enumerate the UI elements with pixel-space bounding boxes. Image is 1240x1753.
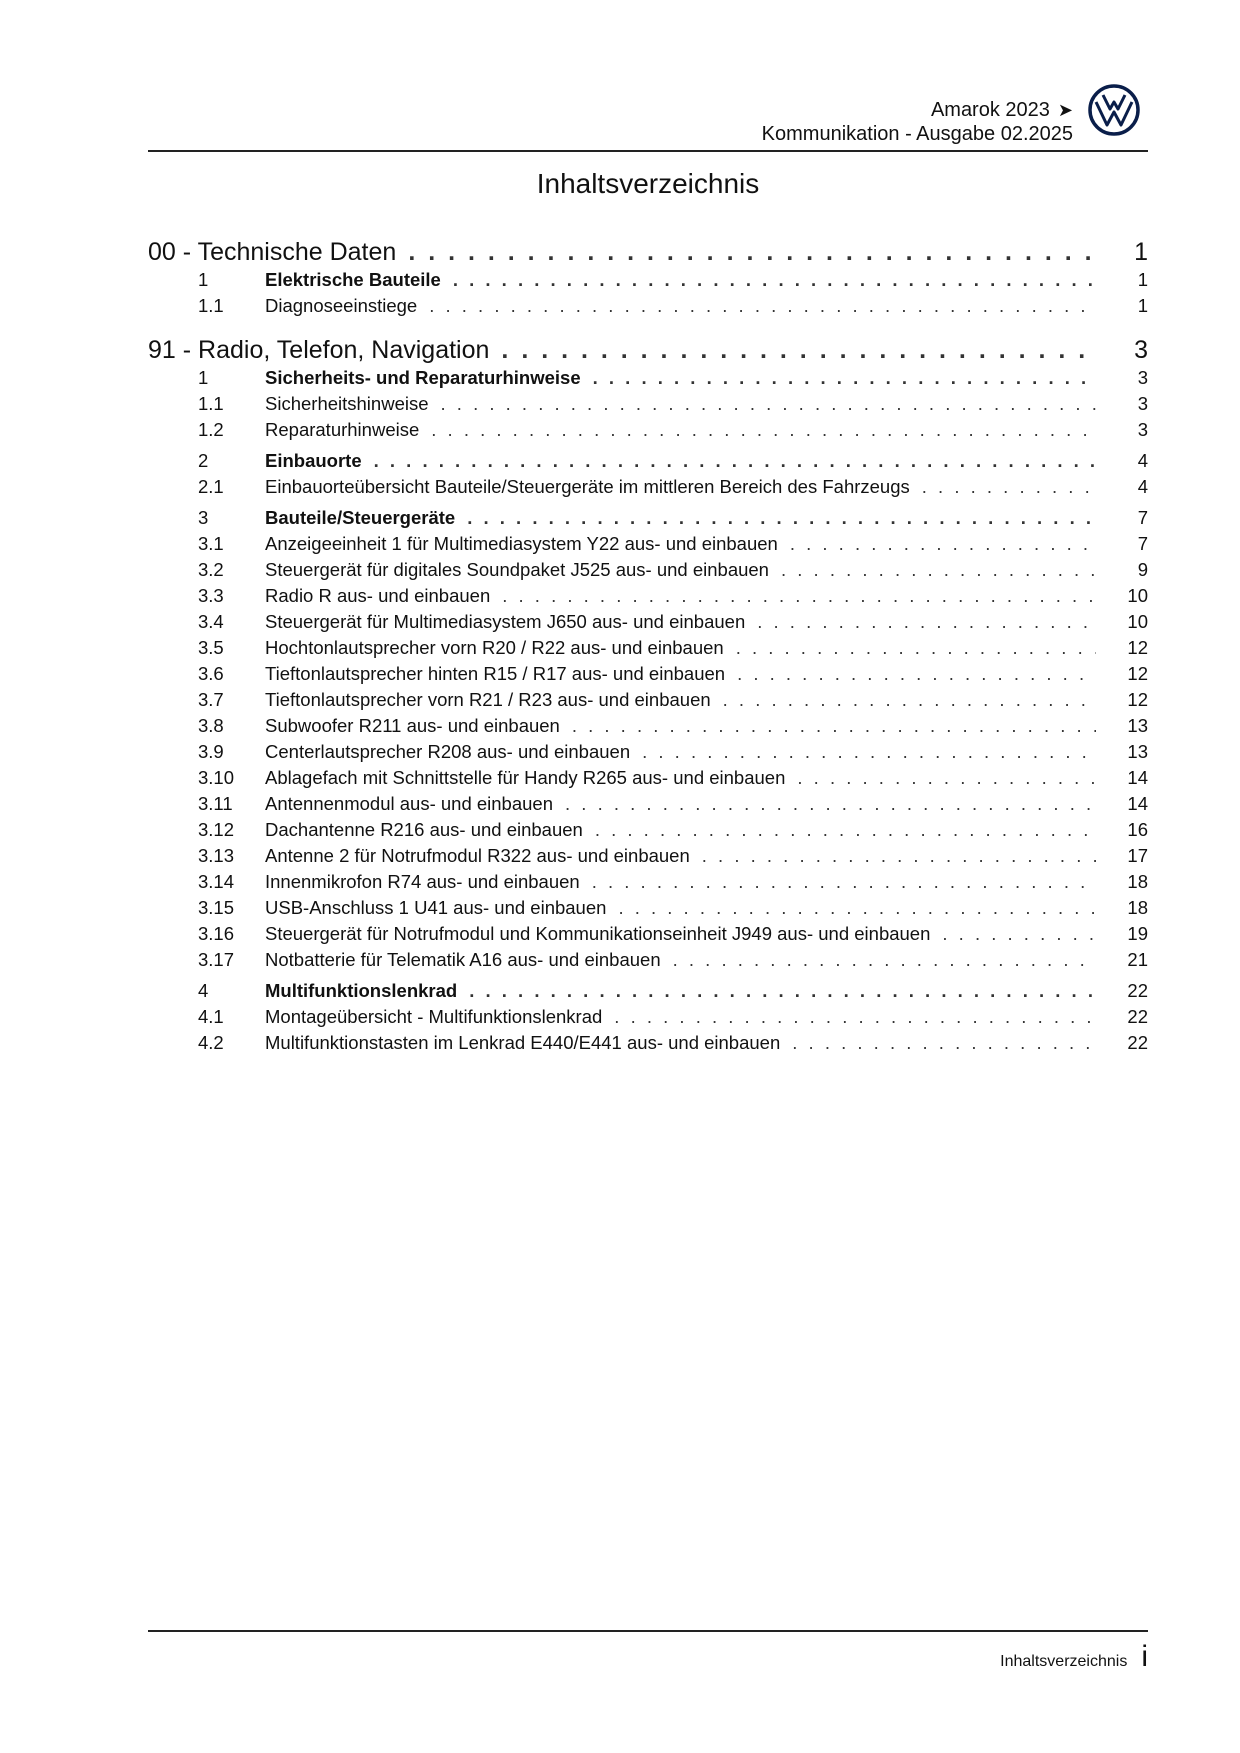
leader-dots	[781, 557, 1096, 583]
leader-dots	[736, 635, 1096, 661]
toc-entry-number: 3.8	[198, 715, 224, 736]
toc-page-number: 3	[1137, 393, 1148, 414]
toc-entry-label: 91 - Radio, Telefon, Navigation	[148, 336, 490, 364]
toc-subsection[interactable]	[148, 921, 1148, 947]
toc-entry-number: 3.3	[198, 585, 224, 606]
toc-page-number: 14	[1127, 767, 1148, 788]
toc-subsection[interactable]	[148, 765, 1148, 791]
header-subtitle: Kommunikation - Ausgabe 02.2025	[761, 123, 1073, 145]
toc-entry-number: 4	[198, 980, 209, 1001]
toc-page-number: 14	[1127, 793, 1148, 814]
toc-subsection[interactable]	[148, 391, 1148, 417]
toc-entry-number: 3.15	[198, 897, 235, 918]
leader-dots	[790, 531, 1096, 557]
toc-page-number: 12	[1127, 637, 1148, 658]
toc-entry-label: Antenne 2 für Notrufmodul R322 aus- und einbauen	[265, 845, 690, 866]
toc-page-number: 1	[1137, 269, 1148, 290]
toc-subsection[interactable]	[148, 661, 1148, 687]
leader-dots	[565, 791, 1096, 817]
toc-entry-number: 3.2	[198, 559, 224, 580]
footer-label: Inhaltsverzeichnis	[1000, 1653, 1128, 1670]
toc-subsection[interactable]	[148, 895, 1148, 921]
toc-page-number: 12	[1127, 663, 1148, 684]
toc-page-number: 4	[1137, 450, 1148, 471]
toc-entry-label: Steuergerät für digitales Soundpaket J525 aus- und einbauen	[265, 559, 769, 580]
leader-dots	[408, 237, 1096, 267]
toc-section[interactable]	[148, 267, 1148, 293]
toc-subsection[interactable]	[148, 609, 1148, 635]
leader-dots	[673, 947, 1096, 973]
leader-dots	[922, 474, 1096, 500]
toc-entry-number: 3.16	[198, 923, 235, 944]
toc-page-number: 3	[1137, 419, 1148, 440]
page-footer	[1000, 1642, 1148, 1672]
toc-subsection[interactable]	[148, 817, 1148, 843]
toc-chapter[interactable]	[148, 335, 1148, 365]
leader-dots	[592, 869, 1096, 895]
header-model-line	[762, 98, 1073, 122]
toc-entry-label: Multifunktionstasten im Lenkrad E440/E441 aus- und einbauen	[265, 1032, 781, 1053]
page-title: Inhaltsverzeichnis	[536, 168, 760, 199]
toc-page-number: 10	[1127, 585, 1148, 606]
toc-entry-label: USB-Anschluss 1 U41 aus- und einbauen	[265, 897, 607, 918]
leader-dots	[502, 583, 1096, 609]
toc-entry-label: Montageübersicht - Multifunktionslenkrad	[265, 1006, 603, 1027]
toc-entry-number: 2	[198, 450, 209, 471]
toc-entry-label: Einbauorte	[265, 450, 362, 471]
toc-entry-number: 3	[198, 507, 209, 528]
toc-page-number: 17	[1127, 845, 1148, 866]
leader-dots	[702, 843, 1096, 869]
leader-dots	[572, 713, 1096, 739]
toc-entry-number: 1.2	[198, 419, 224, 440]
toc-entry-label: Einbauorteübersicht Bauteile/Steuergeräte im mittleren Bereich des Fahrzeugs	[265, 476, 910, 497]
toc-page-number: 3	[1137, 367, 1148, 388]
leader-dots	[618, 895, 1096, 921]
toc-subsection[interactable]	[148, 1004, 1148, 1030]
leader-dots	[374, 448, 1096, 474]
toc-entry-label: Subwoofer R211 aus- und einbauen	[265, 715, 560, 736]
leader-dots	[595, 817, 1096, 843]
toc-entry-label: Antennenmodul aus- und einbauen	[265, 793, 554, 814]
toc-section[interactable]	[148, 505, 1148, 531]
toc-page-number: 1	[1134, 238, 1148, 266]
toc-entry-number: 3.14	[198, 871, 235, 892]
toc-subsection[interactable]	[148, 739, 1148, 765]
toc-page-number: 9	[1137, 559, 1148, 580]
toc-page-number: 13	[1127, 715, 1148, 736]
toc-page-number: 18	[1127, 897, 1148, 918]
toc-page-number: 7	[1137, 507, 1148, 528]
toc-entry-label: Radio R aus- und einbauen	[265, 585, 491, 606]
toc-entry-number: 3.12	[198, 819, 235, 840]
toc-entry-number: 3.11	[198, 793, 233, 814]
leader-dots	[593, 365, 1096, 391]
toc-subsection[interactable]	[148, 869, 1148, 895]
leader-dots	[429, 293, 1096, 319]
vw-logo-icon	[1088, 84, 1140, 136]
document-header	[762, 98, 1073, 146]
toc-entry-label: Notbatterie für Telematik A16 aus- und einbauen	[265, 949, 661, 970]
leader-dots	[614, 1004, 1096, 1030]
toc-section[interactable]	[148, 978, 1148, 1004]
toc-page-number: 22	[1127, 1032, 1148, 1053]
table-of-contents	[148, 237, 1148, 1056]
toc-page-number: 18	[1127, 871, 1148, 892]
leader-dots	[797, 765, 1096, 791]
toc-entry-label: Tieftonlautsprecher vorn R21 / R23 aus- und einbauen	[265, 689, 711, 710]
leader-dots	[441, 391, 1096, 417]
toc-entry-number: 3.6	[198, 663, 224, 684]
toc-entry-label: Anzeigeeinheit 1 für Multimediasystem Y22 aus- und einbauen	[265, 533, 778, 554]
toc-page-number: 7	[1137, 533, 1148, 554]
leader-dots	[467, 505, 1096, 531]
arrow-right-icon: ➤	[1057, 100, 1073, 120]
leader-dots	[431, 417, 1096, 443]
toc-entry-number: 3.4	[198, 611, 224, 632]
toc-entry-number: 1	[198, 269, 209, 290]
toc-entry-number: 1.1	[198, 295, 224, 316]
toc-entry-number: 3.7	[198, 689, 224, 710]
leader-dots	[453, 267, 1096, 293]
toc-entry-label: Bauteile/Steuergeräte	[265, 507, 456, 528]
toc-page-number: 22	[1127, 1006, 1148, 1027]
toc-subsection[interactable]	[148, 843, 1148, 869]
toc-entry-label: Steuergerät für Multimediasystem J650 aus- und einbauen	[265, 611, 746, 632]
toc-chapter[interactable]	[148, 237, 1148, 267]
leader-dots	[792, 1030, 1096, 1056]
leader-dots	[469, 978, 1096, 1004]
header-divider	[148, 150, 1148, 152]
toc-entry-label: Sicherheitshinweise	[265, 393, 429, 414]
toc-subsection[interactable]	[148, 947, 1148, 973]
toc-entry-number: 1.1	[198, 393, 224, 414]
leader-dots	[942, 921, 1096, 947]
toc-subsection[interactable]	[148, 791, 1148, 817]
toc-section[interactable]	[148, 365, 1148, 391]
toc-entry-label: 00 - Technische Daten	[148, 238, 397, 266]
toc-entry-label: Diagnoseeinstiege	[265, 295, 418, 316]
toc-entry-number: 4.2	[198, 1032, 224, 1053]
toc-subsection[interactable]	[148, 293, 1148, 319]
toc-subsection[interactable]	[148, 713, 1148, 739]
toc-entry-number: 3.17	[198, 949, 235, 970]
footer-divider	[148, 1630, 1148, 1632]
toc-entry-label: Tieftonlautsprecher hinten R15 / R17 aus- und einbauen	[265, 663, 726, 684]
toc-entry-number: 3.5	[198, 637, 224, 658]
toc-page-number: 12	[1127, 689, 1148, 710]
toc-page-number: 19	[1127, 923, 1148, 944]
toc-page-number: 10	[1127, 611, 1148, 632]
toc-entry-label: Reparaturhinweise	[265, 419, 420, 440]
toc-entry-label: Centerlautsprecher R208 aus- und einbauen	[265, 741, 631, 762]
toc-section[interactable]	[148, 448, 1148, 474]
leader-dots	[737, 661, 1096, 687]
toc-entry-number: 3.10	[198, 767, 235, 788]
toc-entry-label: Elektrische Bauteile	[265, 269, 441, 290]
toc-entry-number: 2.1	[198, 476, 224, 497]
toc-page-number: 1	[1137, 295, 1148, 316]
footer-page-number: i	[1141, 1640, 1148, 1673]
toc-subsection[interactable]	[148, 687, 1148, 713]
leader-dots	[501, 335, 1096, 365]
toc-entry-number: 3.9	[198, 741, 224, 762]
leader-dots	[757, 609, 1096, 635]
toc-entry-label: Hochtonlautsprecher vorn R20 / R22 aus- und einbauen	[265, 637, 724, 658]
toc-page-number: 13	[1127, 741, 1148, 762]
toc-subsection[interactable]	[148, 474, 1148, 500]
toc-page-number: 22	[1127, 980, 1148, 1001]
toc-entry-label: Steuergerät für Notrufmodul und Kommunikationseinheit J949 aus- und einbauen	[265, 923, 931, 944]
toc-entry-number: 3.1	[198, 533, 224, 554]
toc-entry-number: 3.13	[198, 845, 235, 866]
toc-page-number: 3	[1134, 336, 1148, 364]
toc-entry-number: 1	[198, 367, 209, 388]
leader-dots	[723, 687, 1096, 713]
toc-subsection[interactable]	[148, 531, 1148, 557]
toc-subsection[interactable]	[148, 417, 1148, 443]
toc-subsection[interactable]	[148, 557, 1148, 583]
toc-page-number: 16	[1127, 819, 1148, 840]
toc-subsection[interactable]	[148, 1030, 1148, 1056]
toc-entry-label: Ablagefach mit Schnittstelle für Handy R265 aus- und einbauen	[265, 767, 786, 788]
toc-entry-label: Innenmikrofon R74 aus- und einbauen	[265, 871, 580, 892]
toc-entry-label: Sicherheits- und Reparaturhinweise	[265, 367, 581, 388]
header-model: Amarok 2023	[930, 99, 1050, 121]
leader-dots	[642, 739, 1096, 765]
toc-entry-number: 4.1	[198, 1006, 224, 1027]
toc-subsection[interactable]	[148, 635, 1148, 661]
toc-page-number: 21	[1127, 949, 1148, 970]
toc-entry-label: Dachantenne R216 aus- und einbauen	[265, 819, 583, 840]
toc-subsection[interactable]	[148, 583, 1148, 609]
toc-entry-label: Multifunktionslenkrad	[265, 980, 458, 1001]
toc-page-number: 4	[1137, 476, 1148, 497]
